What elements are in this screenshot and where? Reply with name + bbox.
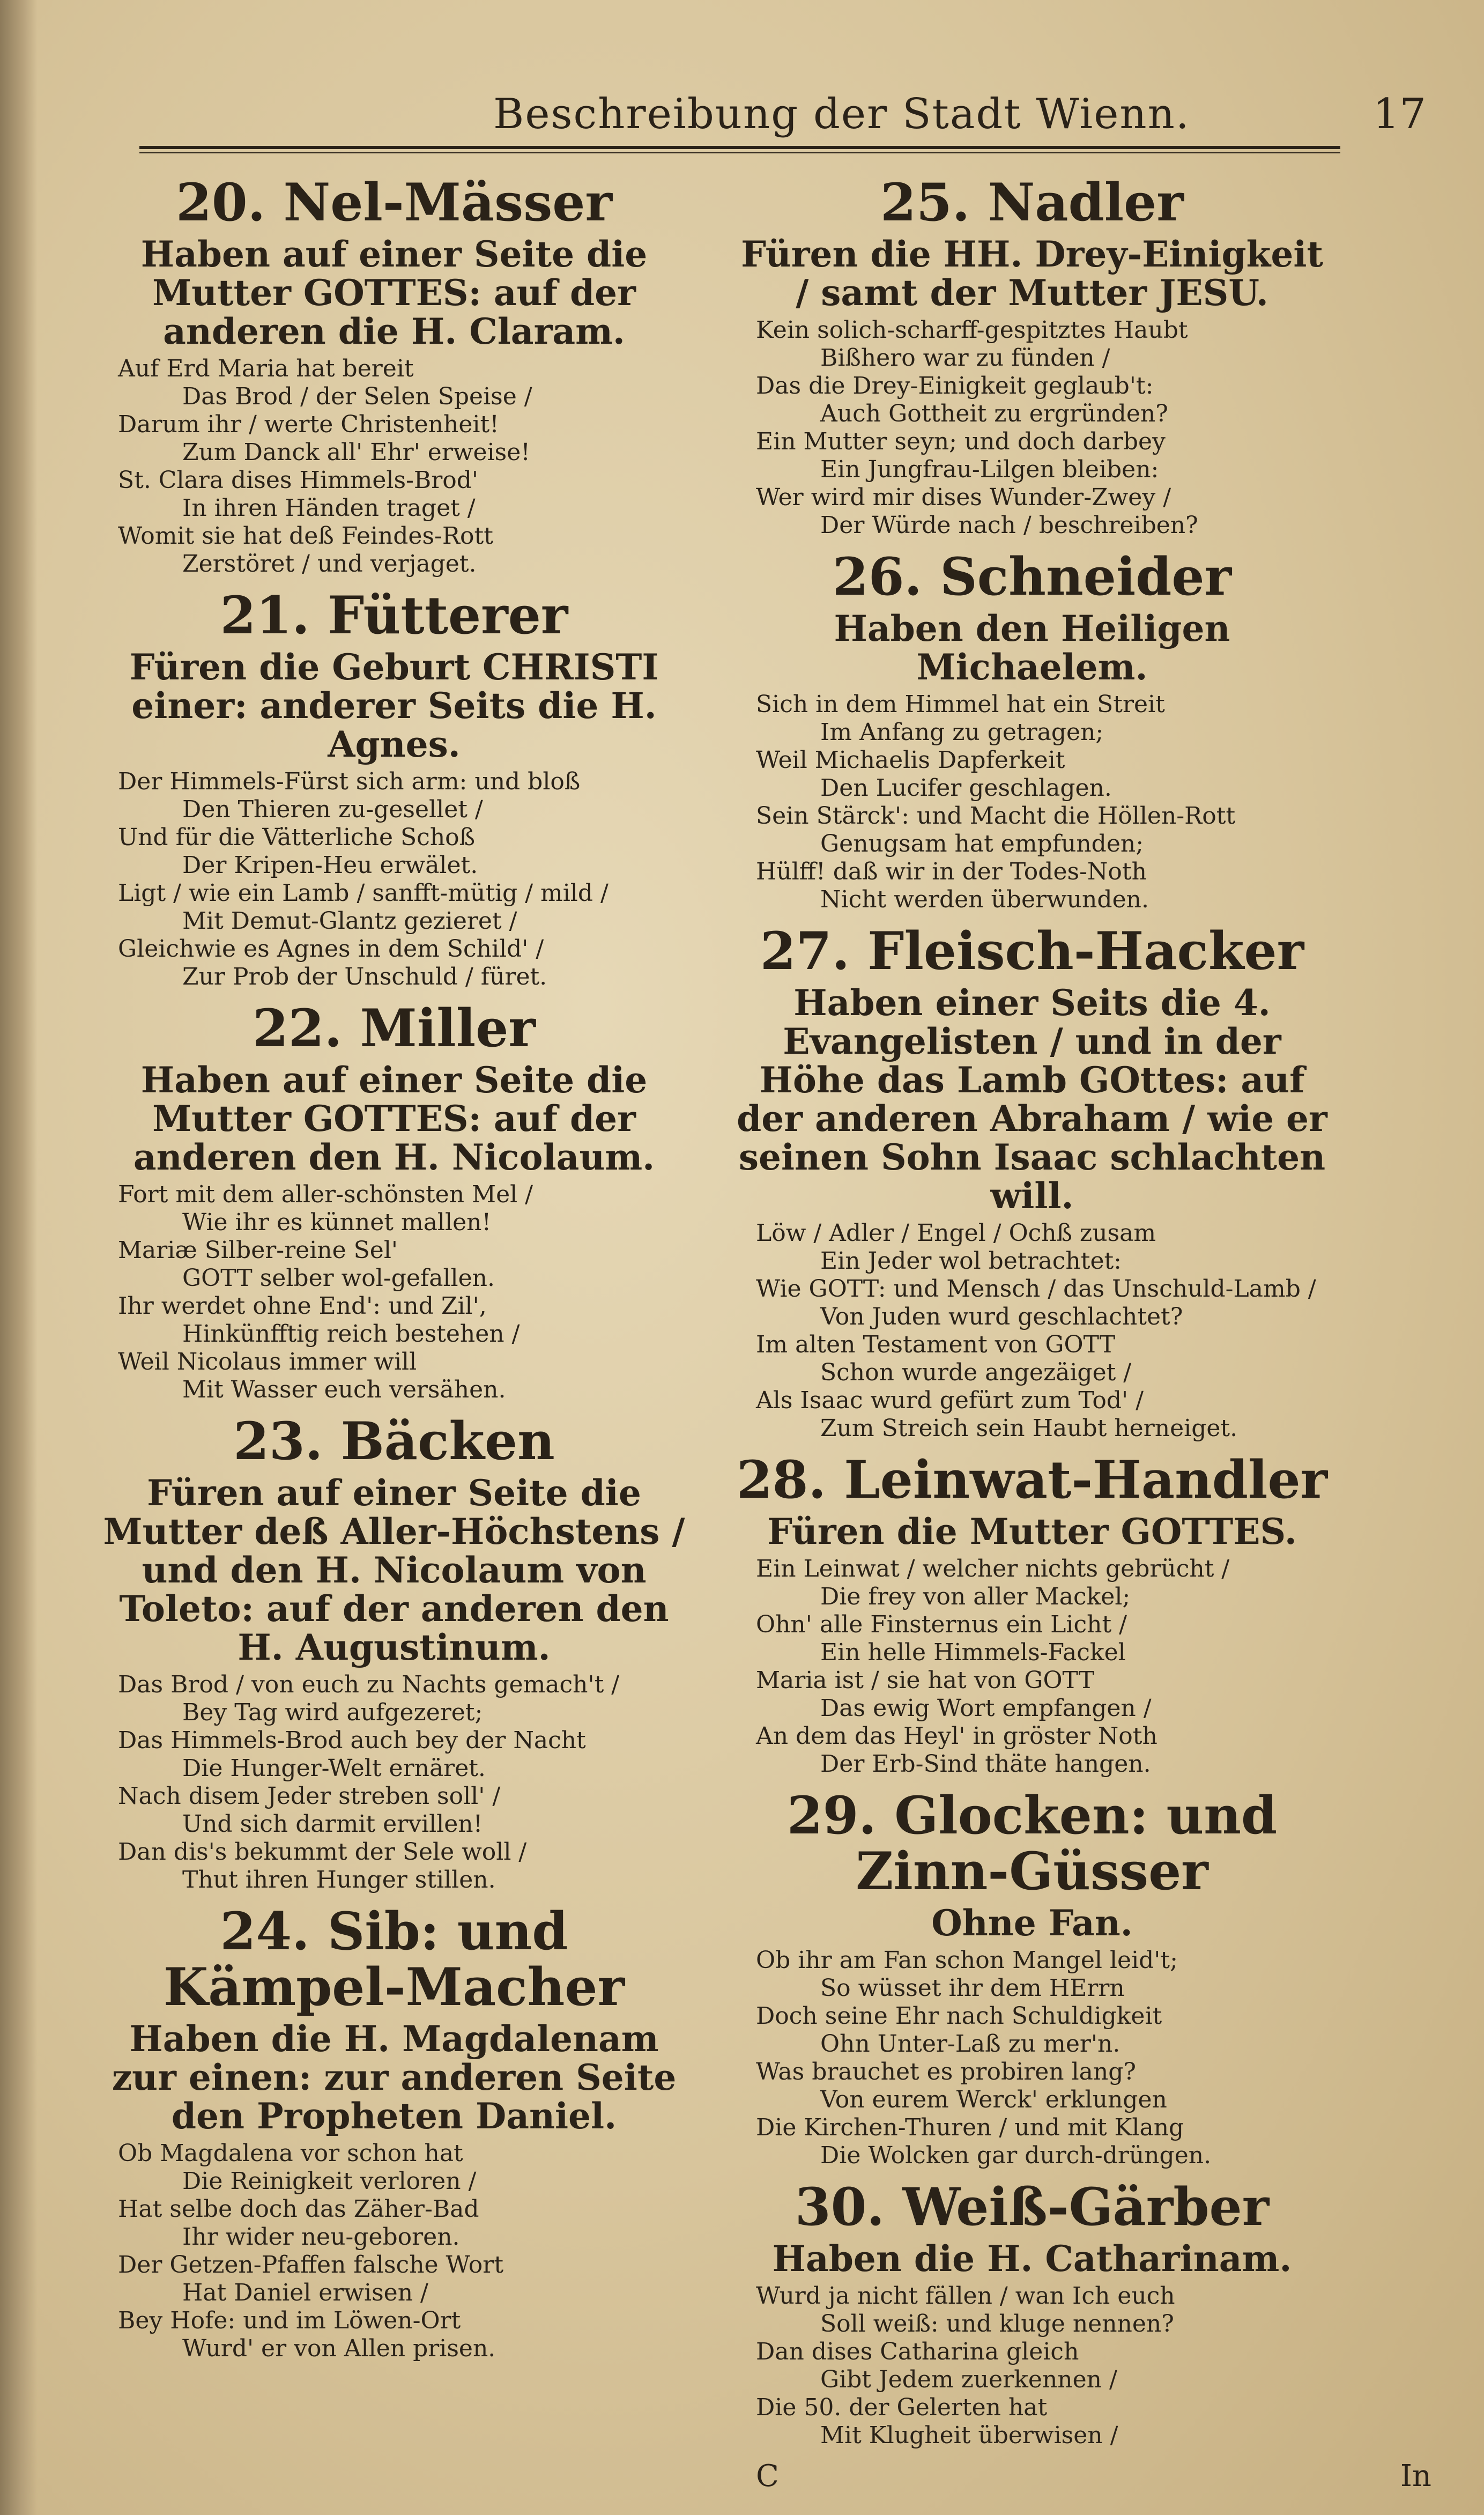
verse-line: Ob ihr am Fan schon Mangel leid't; xyxy=(756,1947,1178,1974)
verse-line: So wüsset ihr dem HErrn xyxy=(820,1974,1125,2002)
verse-line: Bißhero war zu fünden / xyxy=(820,344,1110,372)
verse-block xyxy=(97,355,692,578)
guild-heading: 20. Nel-Mässer xyxy=(176,172,612,233)
verse-line: Im alten Testament von GOTT xyxy=(756,1331,1116,1358)
verse-line: Die Hunger-Welt ernäret. xyxy=(182,1755,486,1782)
guild-description: Ohne Fan. xyxy=(931,1902,1133,1944)
verse-line: Mit Wasser euch versähen. xyxy=(182,1376,506,1403)
verse-block xyxy=(734,2282,1330,2450)
verse-line: Mit Klugheit überwisen / xyxy=(820,2422,1118,2449)
verse-line: Im Anfang zu getragen; xyxy=(820,719,1104,746)
verse-line: Die 50. der Gelerten hat xyxy=(756,2394,1048,2421)
verse-line: Wer wird mir dises Wunder-Zwey / xyxy=(756,484,1171,511)
verse-line: Der Himmels-Fürst sich arm: und bloß xyxy=(118,768,581,795)
verse-line: Ligt / wie ein Lamb / sanfft-mütig / mild / xyxy=(118,879,609,907)
guild-entry xyxy=(97,998,692,1404)
header-rule xyxy=(139,146,1340,149)
verse-line: Das die Drey-Einigkeit geglaub't: xyxy=(756,372,1154,400)
verse-line: Gibt Jedem zuerkennen / xyxy=(820,2366,1117,2393)
guild-heading: 24. Sib: und Kämpel-Macher xyxy=(163,1901,625,2017)
guild-description: Füren die Geburt CHRISTI einer: anderer Seits die H. Agnes. xyxy=(129,646,659,765)
verse-block xyxy=(97,1181,692,1404)
verse-line: Kein solich-scharff-gespitztes Haubt xyxy=(756,316,1188,344)
verse-line: Ein Leinwat / welcher nichts gebrücht / xyxy=(756,1555,1230,1582)
verse-line: Ein Jungfrau-Lilgen bleiben: xyxy=(820,456,1159,483)
verse-line: Zur Prob der Unschuld / füret. xyxy=(182,963,547,990)
verse-line: Ein Jeder wol betrachtet: xyxy=(820,1247,1122,1275)
guild-description: Haben auf einer Seite die Mutter GOTTES: auf der anderen den H. Nicolaum. xyxy=(133,1059,655,1178)
verse-line: Wie ihr es künnet mallen! xyxy=(182,1209,492,1236)
verse-line: Dan dises Catharina gleich xyxy=(756,2338,1079,2365)
verse-line: Den Thieren zu-gesellet / xyxy=(182,796,483,823)
verse-line: Was brauchet es probiren lang? xyxy=(756,2058,1136,2085)
guild-heading: 25. Nadler xyxy=(880,172,1184,233)
verse-line: Doch seine Ehr nach Schuldigkeit xyxy=(756,2002,1162,2030)
verse-line: Bey Hofe: und im Löwen-Ort xyxy=(118,2307,461,2334)
verse-line: Den Lucifer geschlagen. xyxy=(820,774,1112,802)
verse-block xyxy=(734,1219,1330,1443)
verse-line: Darum ihr / werte Christenheit! xyxy=(118,411,499,438)
verse-line: Und sich darmit ervillen! xyxy=(182,1810,483,1838)
verse-line: Mariæ Silber-reine Sel' xyxy=(118,1237,398,1264)
verse-line: Nicht werden überwunden. xyxy=(820,886,1149,913)
verse-block xyxy=(734,316,1330,539)
verse-line: Die frey von aller Mackel; xyxy=(820,1583,1131,1610)
guild-heading: 27. Fleisch-Hacker xyxy=(760,921,1304,981)
verse-line: Ohn Unter-Laß zu mer'n. xyxy=(820,2030,1121,2058)
verse-line: Weil Michaelis Dapferkeit xyxy=(756,746,1065,774)
verse-line: Ihr werdet ohne End': und Zil', xyxy=(118,1292,487,1320)
left-column xyxy=(97,172,692,2467)
running-title: Beschreibung der Stadt Wienn. xyxy=(493,90,1190,138)
verse-line: Dan dis's bekummt der Sele woll / xyxy=(118,1838,527,1866)
guild-entry xyxy=(97,1901,692,2363)
guild-description: Haben den Heiligen Michaelem. xyxy=(834,608,1230,688)
verse-line: Wurd' er von Allen prisen. xyxy=(182,2335,496,2362)
verse-line: GOTT selber wol-gefallen. xyxy=(182,1264,495,1292)
verse-block xyxy=(97,1671,692,1894)
verse-line: Wurd ja nicht fällen / wan Ich euch xyxy=(756,2282,1175,2310)
guild-description: Haben auf einer Seite die Mutter GOTTES: auf der anderen die H. Claram. xyxy=(140,233,648,352)
guild-entry xyxy=(734,1785,1330,2170)
verse-line: Mit Demut-Glantz gezieret / xyxy=(182,907,517,935)
verse-line: Ob Magdalena vor schon hat xyxy=(118,2140,463,2167)
running-header xyxy=(139,80,1426,150)
right-column xyxy=(734,172,1330,2467)
guild-heading: 28. Leinwat-Handler xyxy=(736,1449,1328,1510)
guild-heading: 21. Fütterer xyxy=(220,585,568,646)
verse-line: Auch Gottheit zu ergründen? xyxy=(820,400,1168,427)
verse-line: Ihr wider neu-geboren. xyxy=(182,2223,460,2251)
verse-line: Der Kripen-Heu erwälet. xyxy=(182,852,478,879)
verse-line: Zum Streich sein Haubt herneiget. xyxy=(820,1415,1238,1442)
verse-line: Und für die Vätterliche Schoß xyxy=(118,824,476,851)
guild-heading: 26. Schneider xyxy=(832,546,1232,607)
guild-heading: 29. Glocken: und Zinn-Güsser xyxy=(786,1785,1278,1902)
verse-line: Nach disem Jeder streben soll' / xyxy=(118,1782,501,1810)
verse-line: Weil Nicolaus immer will xyxy=(118,1348,417,1375)
guild-entry xyxy=(734,923,1330,1443)
verse-line: Maria ist / sie hat von GOTT xyxy=(756,1667,1095,1694)
verse-line: Die Wolcken gar durch-drüngen. xyxy=(820,2142,1212,2169)
verse-line: Gleichwie es Agnes in dem Schild' / xyxy=(118,935,544,963)
verse-line: Von Juden wurd geschlachtet? xyxy=(820,1303,1183,1330)
guild-heading: 30. Weiß-Gärber xyxy=(795,2177,1270,2237)
guild-description: Füren die HH. Drey-Einigkeit / samt der Mutter JESU. xyxy=(741,233,1323,314)
guild-description: Haben einer Seits die 4. Evangelisten / und in der Höhe das Lamb GOttes: auf der anderen Abraham / wie er seinen Sohn Isaac schlachten will. xyxy=(737,982,1327,1217)
verse-block xyxy=(97,768,692,991)
catchword: In xyxy=(1400,2459,1431,2494)
verse-line: Auf Erd Maria hat bereit xyxy=(118,355,414,382)
guild-entry xyxy=(734,1449,1330,1778)
verse-line: An dem das Heyl' in gröster Noth xyxy=(756,1722,1157,1750)
verse-line: Der Erb-Sind thäte hangen. xyxy=(820,1750,1151,1778)
verse-line: Das Himmels-Brod auch bey der Nacht xyxy=(118,1727,586,1754)
verse-line: Der Würde nach / beschreiben? xyxy=(820,512,1198,539)
verse-line: Sein Stärck': und Macht die Höllen-Rott xyxy=(756,802,1236,830)
verse-line: Hülff! daß wir in der Todes-Noth xyxy=(756,858,1147,885)
guild-heading: 23. Bäcken xyxy=(233,1411,555,1471)
verse-line: Als Isaac wurd gefürt zum Tod' / xyxy=(756,1387,1144,1414)
verse-line: St. Clara dises Himmels-Brod' xyxy=(118,467,479,494)
guild-description: Haben die H. Catharinam. xyxy=(772,2238,1292,2280)
guild-entry xyxy=(734,546,1330,914)
verse-line: Die Kirchen-Thuren / und mit Klang xyxy=(756,2114,1184,2141)
verse-block xyxy=(734,1555,1330,1778)
guild-description: Haben die H. Magdalenam zur einen: zur anderen Seite den Propheten Daniel. xyxy=(112,2018,677,2137)
page-binding-edge xyxy=(0,0,38,2515)
verse-line: Von eurem Werck' erklungen xyxy=(820,2086,1167,2113)
verse-line: Bey Tag wird aufgezeret; xyxy=(182,1699,483,1726)
verse-line: Ohn' alle Finsternus ein Licht / xyxy=(756,1611,1127,1638)
verse-block xyxy=(734,1947,1330,2170)
verse-line: Das Brod / von euch zu Nachts gemach't / xyxy=(118,1671,620,1698)
verse-line: Ein Mutter seyn; und doch darbey xyxy=(756,428,1166,455)
verse-line: Soll weiß: und kluge nennen? xyxy=(820,2310,1174,2338)
verse-line: Ein helle Himmels-Fackel xyxy=(820,1639,1126,1666)
verse-line: Hinkünfftig reich bestehen / xyxy=(182,1320,520,1348)
verse-line: Hat selbe doch das Zäher-Bad xyxy=(118,2195,479,2223)
guild-heading: 22. Miller xyxy=(253,998,536,1059)
verse-block xyxy=(734,691,1330,914)
verse-line: Wie GOTT: und Mensch / das Unschuld-Lamb / xyxy=(756,1275,1316,1303)
verse-line: In ihren Händen traget / xyxy=(182,494,476,522)
verse-line: Löw / Adler / Engel / Ochß zusam xyxy=(756,1219,1156,1247)
verse-line: Die Reinigkeit verloren / xyxy=(182,2168,477,2195)
guild-entry xyxy=(97,585,692,991)
verse-line: Das Brod / der Selen Speise / xyxy=(182,383,532,410)
verse-line: Hat Daniel erwisen / xyxy=(182,2279,428,2306)
verse-line: Das ewig Wort empfangen / xyxy=(820,1695,1152,1722)
guild-entry xyxy=(734,172,1330,539)
guild-entry xyxy=(97,1411,692,1894)
guild-entry xyxy=(97,172,692,578)
verse-line: Womit sie hat deß Feindes-Rott xyxy=(118,522,493,550)
verse-line: Zerstöret / und verjaget. xyxy=(182,550,477,578)
verse-line: Genugsam hat empfunden; xyxy=(820,830,1144,857)
header-rule-thin xyxy=(139,152,1340,153)
verse-line: Schon wurde angezäiget / xyxy=(820,1359,1132,1386)
signature-mark: C xyxy=(756,2459,779,2494)
verse-block xyxy=(97,2140,692,2363)
verse-line: Zum Danck all' Ehr' erweise! xyxy=(182,439,530,466)
verse-line: Sich in dem Himmel hat ein Streit xyxy=(756,691,1165,718)
verse-line: Thut ihren Hunger stillen. xyxy=(182,1866,496,1893)
page-number: 17 xyxy=(1372,90,1426,138)
verse-line: Der Getzen-Pfaffen falsche Wort xyxy=(118,2251,503,2279)
guild-description: Füren auf einer Seite die Mutter deß Aller-Höchstens / und den H. Nicolaum von Toleto: auf der anderen den H. Augustinum. xyxy=(103,1472,685,1668)
guild-description: Füren die Mutter GOTTES. xyxy=(767,1511,1297,1552)
verse-line: Fort mit dem aller-schönsten Mel / xyxy=(118,1181,533,1208)
page-footer xyxy=(756,2459,1453,2494)
guild-entry xyxy=(734,2179,1330,2450)
